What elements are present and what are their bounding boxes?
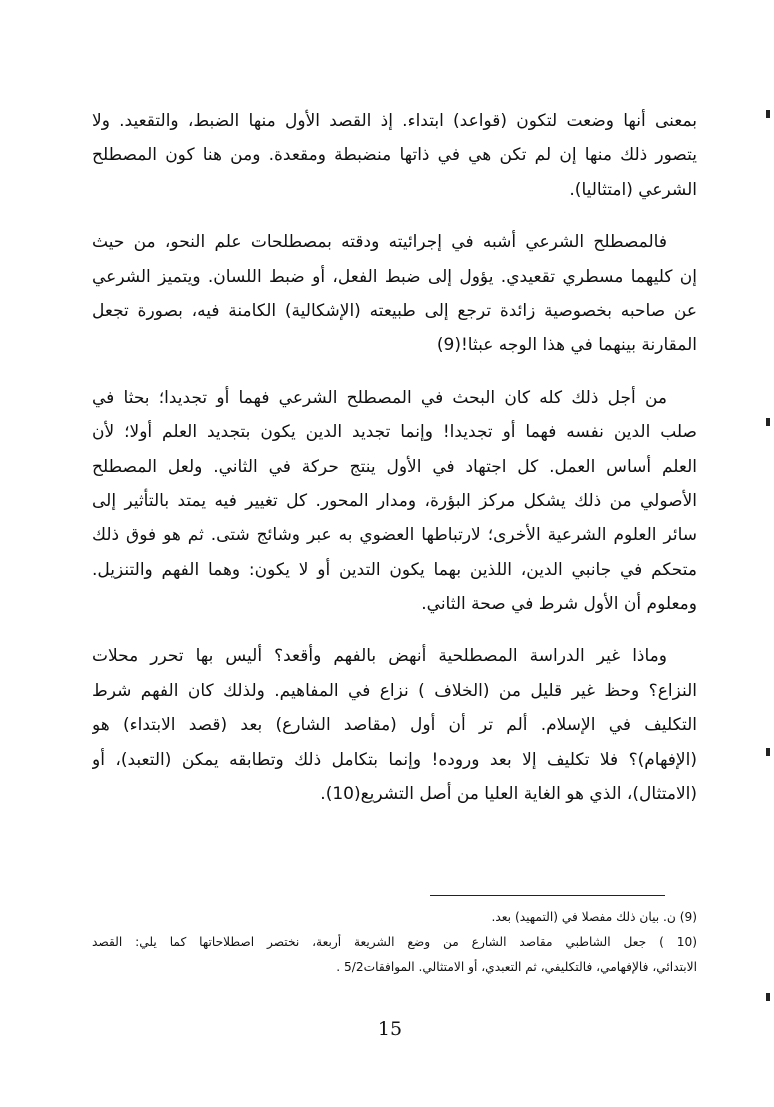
- footnotes: [92, 905, 697, 980]
- footnote-line: الابتدائي، فالإفهامي، فالتكليفي، ثم التعبدي، أو الامتثالي. الموافقات5/2 .: [336, 960, 697, 974]
- text-line: (الإفهام)؟ فلا تكليف إلا بعد وروده! وإنما بتكامل ذلك وتطابقه يمكن (التعبد)، أو: [92, 749, 697, 770]
- scan-mark: [766, 110, 770, 118]
- text-line: وماذا غير الدراسة المصطلحية أنهض بالفهم وأقعد؟ أليس بها تحرر محلات: [92, 646, 667, 667]
- text-line: المقارنة بينهما في هذا الوجه عبثا!(9): [436, 335, 697, 356]
- text-line: (الامتثال)، الذي هو الغاية العليا من أصل التشريع(10).: [320, 784, 697, 805]
- page-number: 15: [377, 1018, 403, 1040]
- footnote-line: (9) ن. بيان ذلك مفصلا في (التمهيد) بعد.: [491, 910, 697, 924]
- paragraph: [92, 639, 697, 811]
- text-line: النزاع؟ وحظ غير قليل من (الخلاف ) نزاع في المفاهيم. ولذلك كان الفهم شرط: [92, 680, 697, 701]
- footnote-line: (10 ) جعل الشاطبي مقاصد الشارع من وضع الشريعة أربعة، نختصر اصطلاحاتها كما يلي: القصد: [92, 935, 697, 949]
- text-line: التكليف في الإسلام. ألم تر أن أول (مقاصد الشارع) بعد (قصد الابتداء) هو: [92, 715, 697, 736]
- text-line: الأصولي من ذلك يشكل مركز البؤرة، ومدار المحور. كل تغيير فيه يمتد بالتأثير إلى: [92, 490, 697, 511]
- text-line: يتصور ذلك منها إن لم تكن هي في ذاتها منضبطة ومقعدة. ومن هنا كون المصطلح: [92, 145, 697, 166]
- scan-mark: [766, 418, 770, 426]
- text-line: من أجل ذلك كله كان البحث في المصطلح الشرعي فهما أو تجديدا؛ بحثا في: [92, 387, 667, 408]
- text-line: عن صاحبه بخصوصية زائدة ترجع إلى طبيعته (الإشكالية) الكامنة فيه، بصورة تجعل: [92, 300, 697, 321]
- text-line: صلب الدين نفسه فهما أو تجديدا! وإنما تجديد الدين يكون بتجديد العلم أولا؛ لأن: [92, 422, 697, 443]
- scan-mark: [766, 993, 770, 1001]
- text-line: الشرعي (امتثاليا).: [569, 179, 697, 200]
- paragraph: [92, 104, 697, 207]
- text-line: العلم أساس العمل. كل اجتهاد في الأول ينتج حركة في الثاني. ولعل المصطلح: [92, 456, 697, 477]
- footnote-separator: [430, 895, 665, 896]
- text-line: سائر العلوم الشرعية الأخرى؛ لارتباطها العضوي به عبر وشائج شتى. ثم هو فوق ذلك: [92, 525, 697, 546]
- paragraph: [92, 225, 697, 363]
- body-text: [92, 104, 697, 811]
- paragraph: [92, 381, 697, 622]
- scan-mark: [766, 748, 770, 756]
- text-line: ومعلوم أن الأول شرط في صحة الثاني.: [421, 594, 697, 615]
- text-line: فالمصطلح الشرعي أشبه في إجرائيته ودقته بمصطلحات علم النحو، من حيث: [92, 232, 667, 253]
- text-line: بمعنى أنها وضعت لتكون (قواعد) ابتداء. إذ القصد الأول منها الضبط، والتقعيد. ولا: [92, 111, 697, 131]
- text-line: إن كليهما مسطري تقعيدي. يؤول إلى ضبط الفعل، أو ضبط اللسان. ويتميز الشرعي: [92, 266, 697, 287]
- text-line: متحكم في جانبي الدين، اللذين بهما يكون التدين أو لا يكون: وهما الفهم والتنزيل.: [92, 559, 697, 580]
